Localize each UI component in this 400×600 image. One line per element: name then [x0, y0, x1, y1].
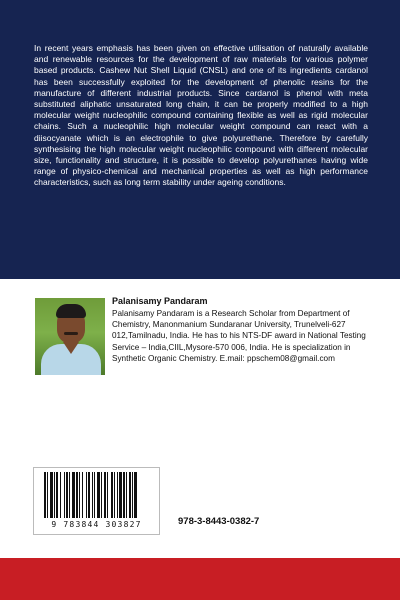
book-blurb: In recent years emphasis has been given on effective utilisation of naturally available and renewable resources for the development of raw materials for various polymer based products. Cashew Nut Shell Liquid (CNSL) and one of its ingredients cardanol has been successfully exploited for the development of phenolic resins for the manufacture of different industrial products. Since cardanol is phenol with meta substituted aliphatic unsaturated long chain, it can be properly modified to a high molecular weight nucleophilic compound containing flexible as well as rigid molecular chains. Such a nucleophilic high molecular weight compound can react with a diisocyanate which is an electrophile to give polyurethane. Therefore by carefully synthesising the high molecular weight nucleophilic compound with different molecular size, functionality and structure, it is possible to develop polyurethanes having wide range of physico-chemical and mechanical properties as well as high performance characteristics, such as long term stability under ageing conditions.	[34, 43, 368, 188]
barcode	[33, 467, 160, 535]
photo-hair	[56, 304, 86, 318]
isbn-number: 978-3-8443-0382-7	[178, 516, 260, 527]
barcode-digits: 9 783844 303827	[51, 520, 142, 529]
blurb-panel	[0, 0, 400, 279]
photo-moustache	[64, 332, 78, 335]
author-name: Palanisamy Pandaram	[112, 296, 208, 306]
barcode-bars	[42, 472, 152, 518]
author-bio: Palanisamy Pandaram is a Research Scholar from Department of Chemistry, Manonmanium Sundaranar University, Trunelveli-627 012,Tamilnadu, India. He has to his NTS-DF award in National Testing Service – India,CIIL,Mysore-570 006, India. He is specialization in Synthetic Organic Chemistry. E.mail: ppschem08@gmail.com	[112, 309, 366, 363]
bottom-color-band	[0, 558, 400, 600]
author-photo	[35, 298, 105, 375]
